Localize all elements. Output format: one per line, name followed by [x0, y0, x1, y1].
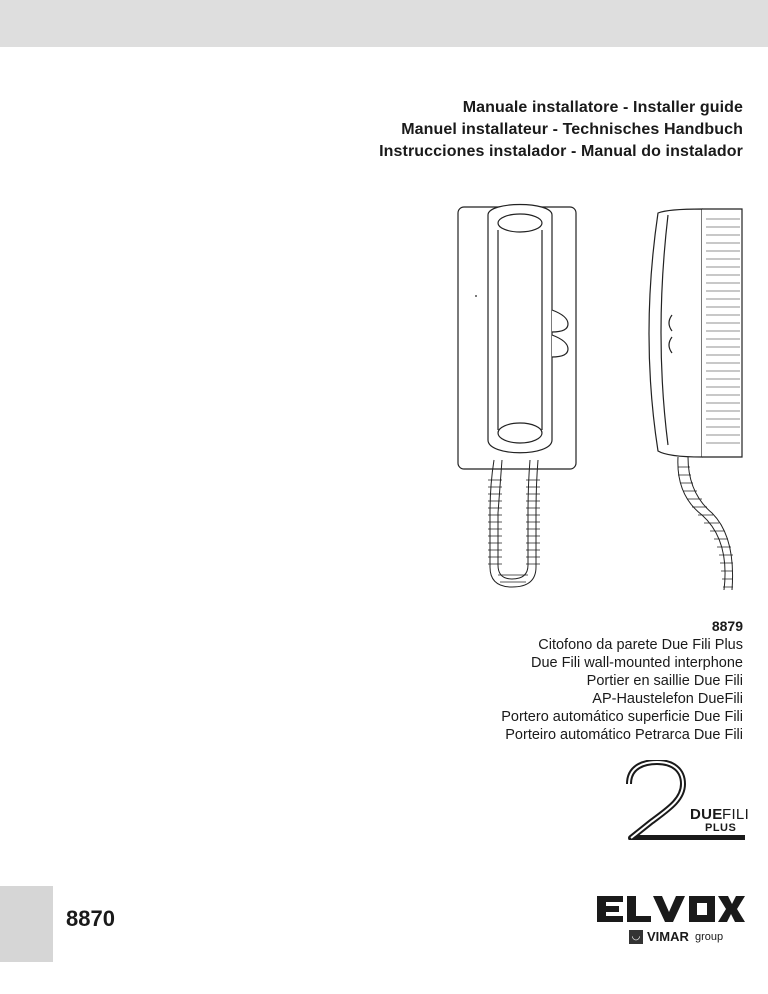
- description-es: Portero automático superficie Due Fili: [501, 709, 743, 725]
- description-de: AP-Haustelefon DueFili: [592, 691, 743, 707]
- description-fr: Portier en saillie Due Fili: [586, 673, 743, 689]
- manual-titles: [379, 97, 743, 163]
- model-code: 8870: [66, 906, 115, 931]
- duefili-due-text: DUE: [690, 806, 723, 823]
- vimar-name: VIMAR: [647, 929, 689, 944]
- side-cord: [678, 457, 733, 590]
- elvox-logo: [597, 896, 745, 922]
- interphone-front-view: [458, 205, 576, 470]
- duefili-fili-text: FILI: [722, 806, 750, 823]
- description-pt: Porteiro automático Petrarca Due Fili: [505, 727, 743, 743]
- interphone-side-view: [649, 209, 742, 457]
- duefili-plus-text: PLUS: [705, 822, 737, 834]
- product-code: 8879: [711, 618, 743, 634]
- description-en: Due Fili wall-mounted interphone: [531, 655, 743, 671]
- vimar-mark-icon: ◡: [629, 930, 643, 944]
- model-tab: [0, 886, 53, 962]
- duefili-plus-logo: [617, 760, 750, 840]
- description-it: Citofono da parete Due Fili Plus: [538, 637, 743, 653]
- header-band: [0, 0, 768, 47]
- interphone-illustration: [440, 195, 760, 615]
- front-cord: [488, 460, 540, 587]
- vimar-group-text: group: [695, 931, 724, 943]
- product-info: [501, 617, 743, 744]
- title-line-2: Manuel installateur - Technisches Handbuch: [401, 121, 743, 138]
- vimar-group-logo: [629, 927, 747, 947]
- title-line-1: Manuale installatore - Installer guide: [462, 99, 743, 116]
- title-line-3: Instrucciones instalador - Manual do instalador: [379, 143, 743, 160]
